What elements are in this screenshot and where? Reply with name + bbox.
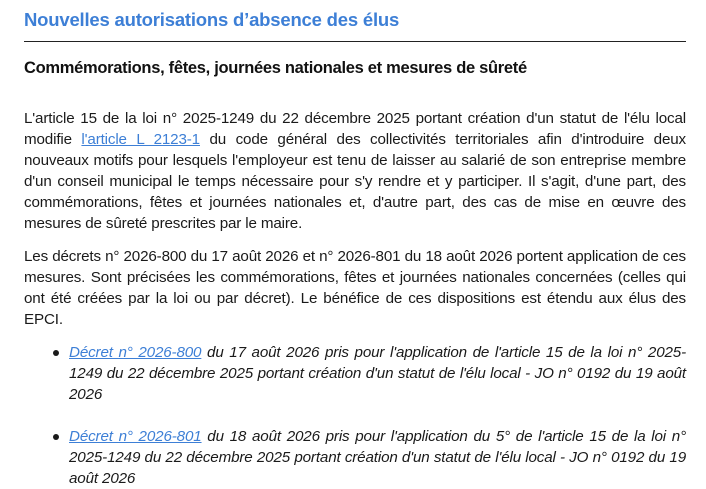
decrees-paragraph: Les décrets n° 2026-800 du 17 août 2026 et n° 2026-801 du 18 août 2026 portent application de ces mesures. Sont précisées les commémorations, fêtes et journées nationales concernées (celles qui ont été créées par la loi ou par décret). Le bénéfice de ces dispositions est étendu aux élus des EPCI. [24,248,686,328]
article-l2123-1-link[interactable]: l'article L 2123-1 [81,131,200,148]
intro-paragraph [24,108,686,234]
intro-text-end: du code général des collectivités territoriales afin d'introduire deux nouveaux motifs pour lesquels l'employeur est tenu de laisser au salarié de son entreprise membre d'un conseil municipal le temps nécessaire pour s'y rendre et y participer. Il s'agit, d'une part, des commémorations, fêtes et journées nationales et, d'autre part, des cas de mise en œuvre des mesures de sûreté prescrites par le maire. [24,131,687,232]
decree-description: du 17 août 2026 pris pour l'application de l'article 15 de la loi n° 2025-1249 du 22 décembre 2025 portant création d'un statut de l'élu local - JO n° 0192 du 19 août 2026 [69,344,686,403]
decree-list [24,342,686,489]
intro-text-start: L'article 15 de la loi n° 2025-1249 du 22 décembre 2025 portant création d'un statut de l'élu local modifie [24,110,686,148]
bullet-icon [53,434,59,440]
decree-2026-801-link[interactable]: Décret n° 2026-801 [69,428,202,445]
section-heading: Nouvelles autorisations d’absence des élus [24,9,400,30]
decree-2026-800-link[interactable]: Décret n° 2026-800 [69,344,202,361]
article-subheading: Commémorations, fêtes, journées nationales et mesures de sûreté [24,59,527,77]
heading-divider [24,41,686,42]
bullet-icon [53,350,59,356]
decree-description: du 18 août 2026 pris pour l'application du 5° de l'article 15 de la loi n° 2025-1249 du 22 décembre 2025 portant création d'un statut de l'élu local - JO n° 0192 du 19 août 2026 [69,428,686,487]
list-item [69,342,686,405]
